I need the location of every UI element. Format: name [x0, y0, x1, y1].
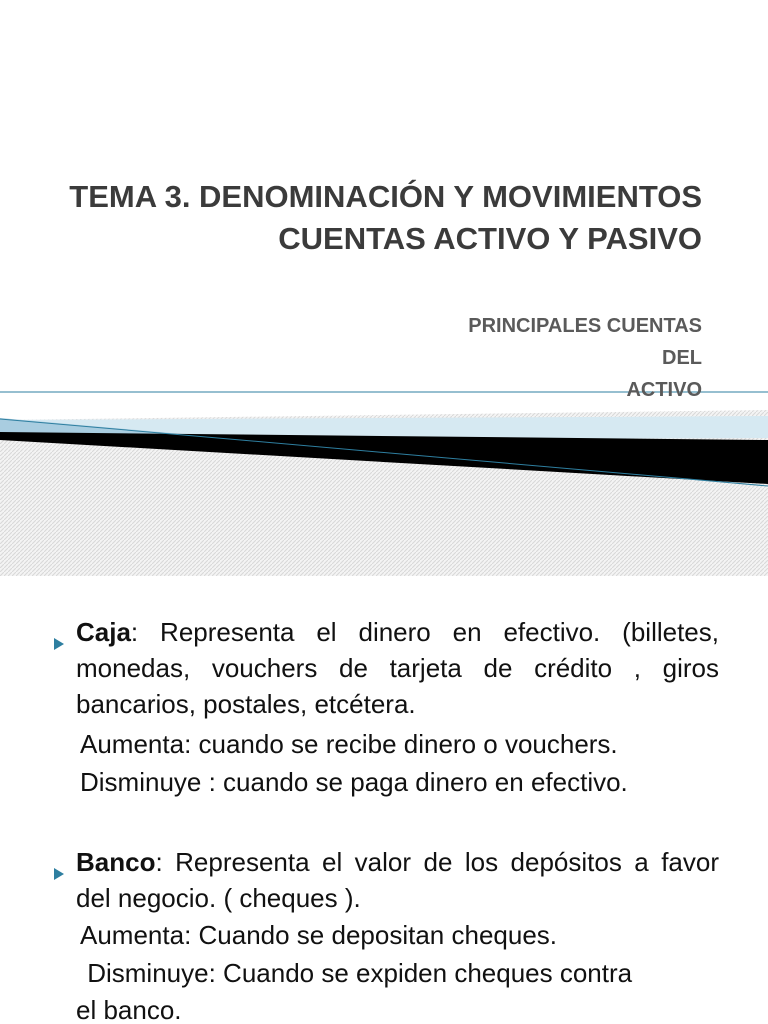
triangle-bullet-icon [54, 844, 76, 916]
caja-aumenta: Aumenta: cuando se recibe dinero o vouchers. [80, 729, 618, 759]
banco-definition [76, 844, 719, 916]
caja-bullet [0, 614, 768, 801]
triangle-bullet-icon [54, 614, 76, 722]
banco-definition-text: : Representa el valor de los depósitos a favor del negocio. ( cheques ). [76, 847, 719, 913]
subtitle-line: PRINCIPALES CUENTAS [468, 315, 702, 337]
subtitle-line: DEL [662, 347, 702, 369]
slide-subtitle [302, 310, 702, 406]
banco-bullet [0, 844, 768, 1024]
slide-title: TEMA 3. DENOMINACIÓN Y MOVIMIENTOS CUENTAS ACTIVO Y PASIVO [69, 179, 702, 256]
banco-disminuye: Disminuye: Cuando se expiden cheques contra [80, 958, 633, 988]
subtitle-line: ACTIVO [626, 379, 702, 401]
caja-definition [76, 614, 719, 722]
caja-term: Caja [76, 617, 131, 647]
caja-definition-text: : Representa el dinero en efectivo. (billetes, monedas, vouchers de tarjeta de crédito , giros bancarios, postales, etcétera. [76, 617, 719, 719]
banco-aumenta: Aumenta: Cuando se depositan cheques. [80, 920, 558, 950]
content-slide [0, 600, 768, 1024]
banco-disminuye-cont: el banco. [76, 995, 182, 1024]
banco-term: Banco [76, 847, 156, 877]
caja-disminuye: Disminuye : cuando se paga dinero en efectivo. [80, 767, 628, 797]
